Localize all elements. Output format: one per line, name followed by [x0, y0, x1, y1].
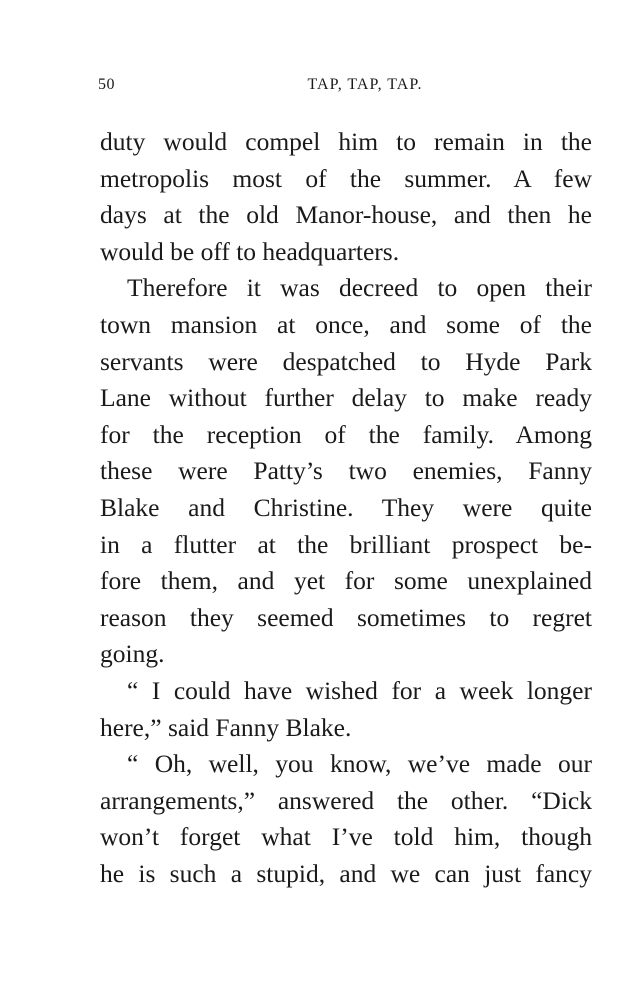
body-text	[100, 124, 592, 892]
running-title: TAP, TAP, TAP.	[307, 76, 423, 93]
text-line: for the reception of the family. Among	[100, 419, 592, 449]
text-line: Lane without further delay to make ready	[100, 383, 592, 413]
text-line: in a flutter at the brilliant prospect be-	[100, 529, 592, 559]
text-line: these were Patty’s two enemies, Fanny	[100, 456, 592, 486]
text-line: he is such a stupid, and we can just fancy	[100, 858, 592, 888]
text-line: won’t forget what I’ve told him, though	[100, 822, 592, 852]
text-line: “ I could have wished for a week longer	[127, 675, 592, 705]
text-line: arrangements,” answered the other. “Dick	[100, 785, 592, 815]
text-line: would be off to headquarters.	[100, 236, 400, 266]
text-line: Therefore it was decreed to open their	[127, 273, 592, 303]
page-number: 50	[98, 76, 115, 93]
text-line: duty would compel him to remain in the	[100, 127, 592, 156]
text-line: fore them, and yet for some unexplained	[100, 566, 592, 596]
text-line: “ Oh, well, you know, we’ve made our	[127, 749, 592, 779]
text-line: metropolis most of the summer. A few	[100, 163, 592, 193]
text-line: Blake and Christine. They were quite	[100, 492, 592, 522]
running-head	[98, 76, 592, 100]
text-line: reason they seemed sometimes to regret	[100, 602, 592, 632]
text-line: town mansion at once, and some of the	[100, 309, 592, 339]
text-line: days at the old Manor-house, and then he	[100, 200, 592, 230]
text-line: servants were despatched to Hyde Park	[100, 346, 592, 376]
text-line: here,” said Fanny Blake.	[100, 712, 352, 742]
text-line: going.	[100, 639, 165, 669]
